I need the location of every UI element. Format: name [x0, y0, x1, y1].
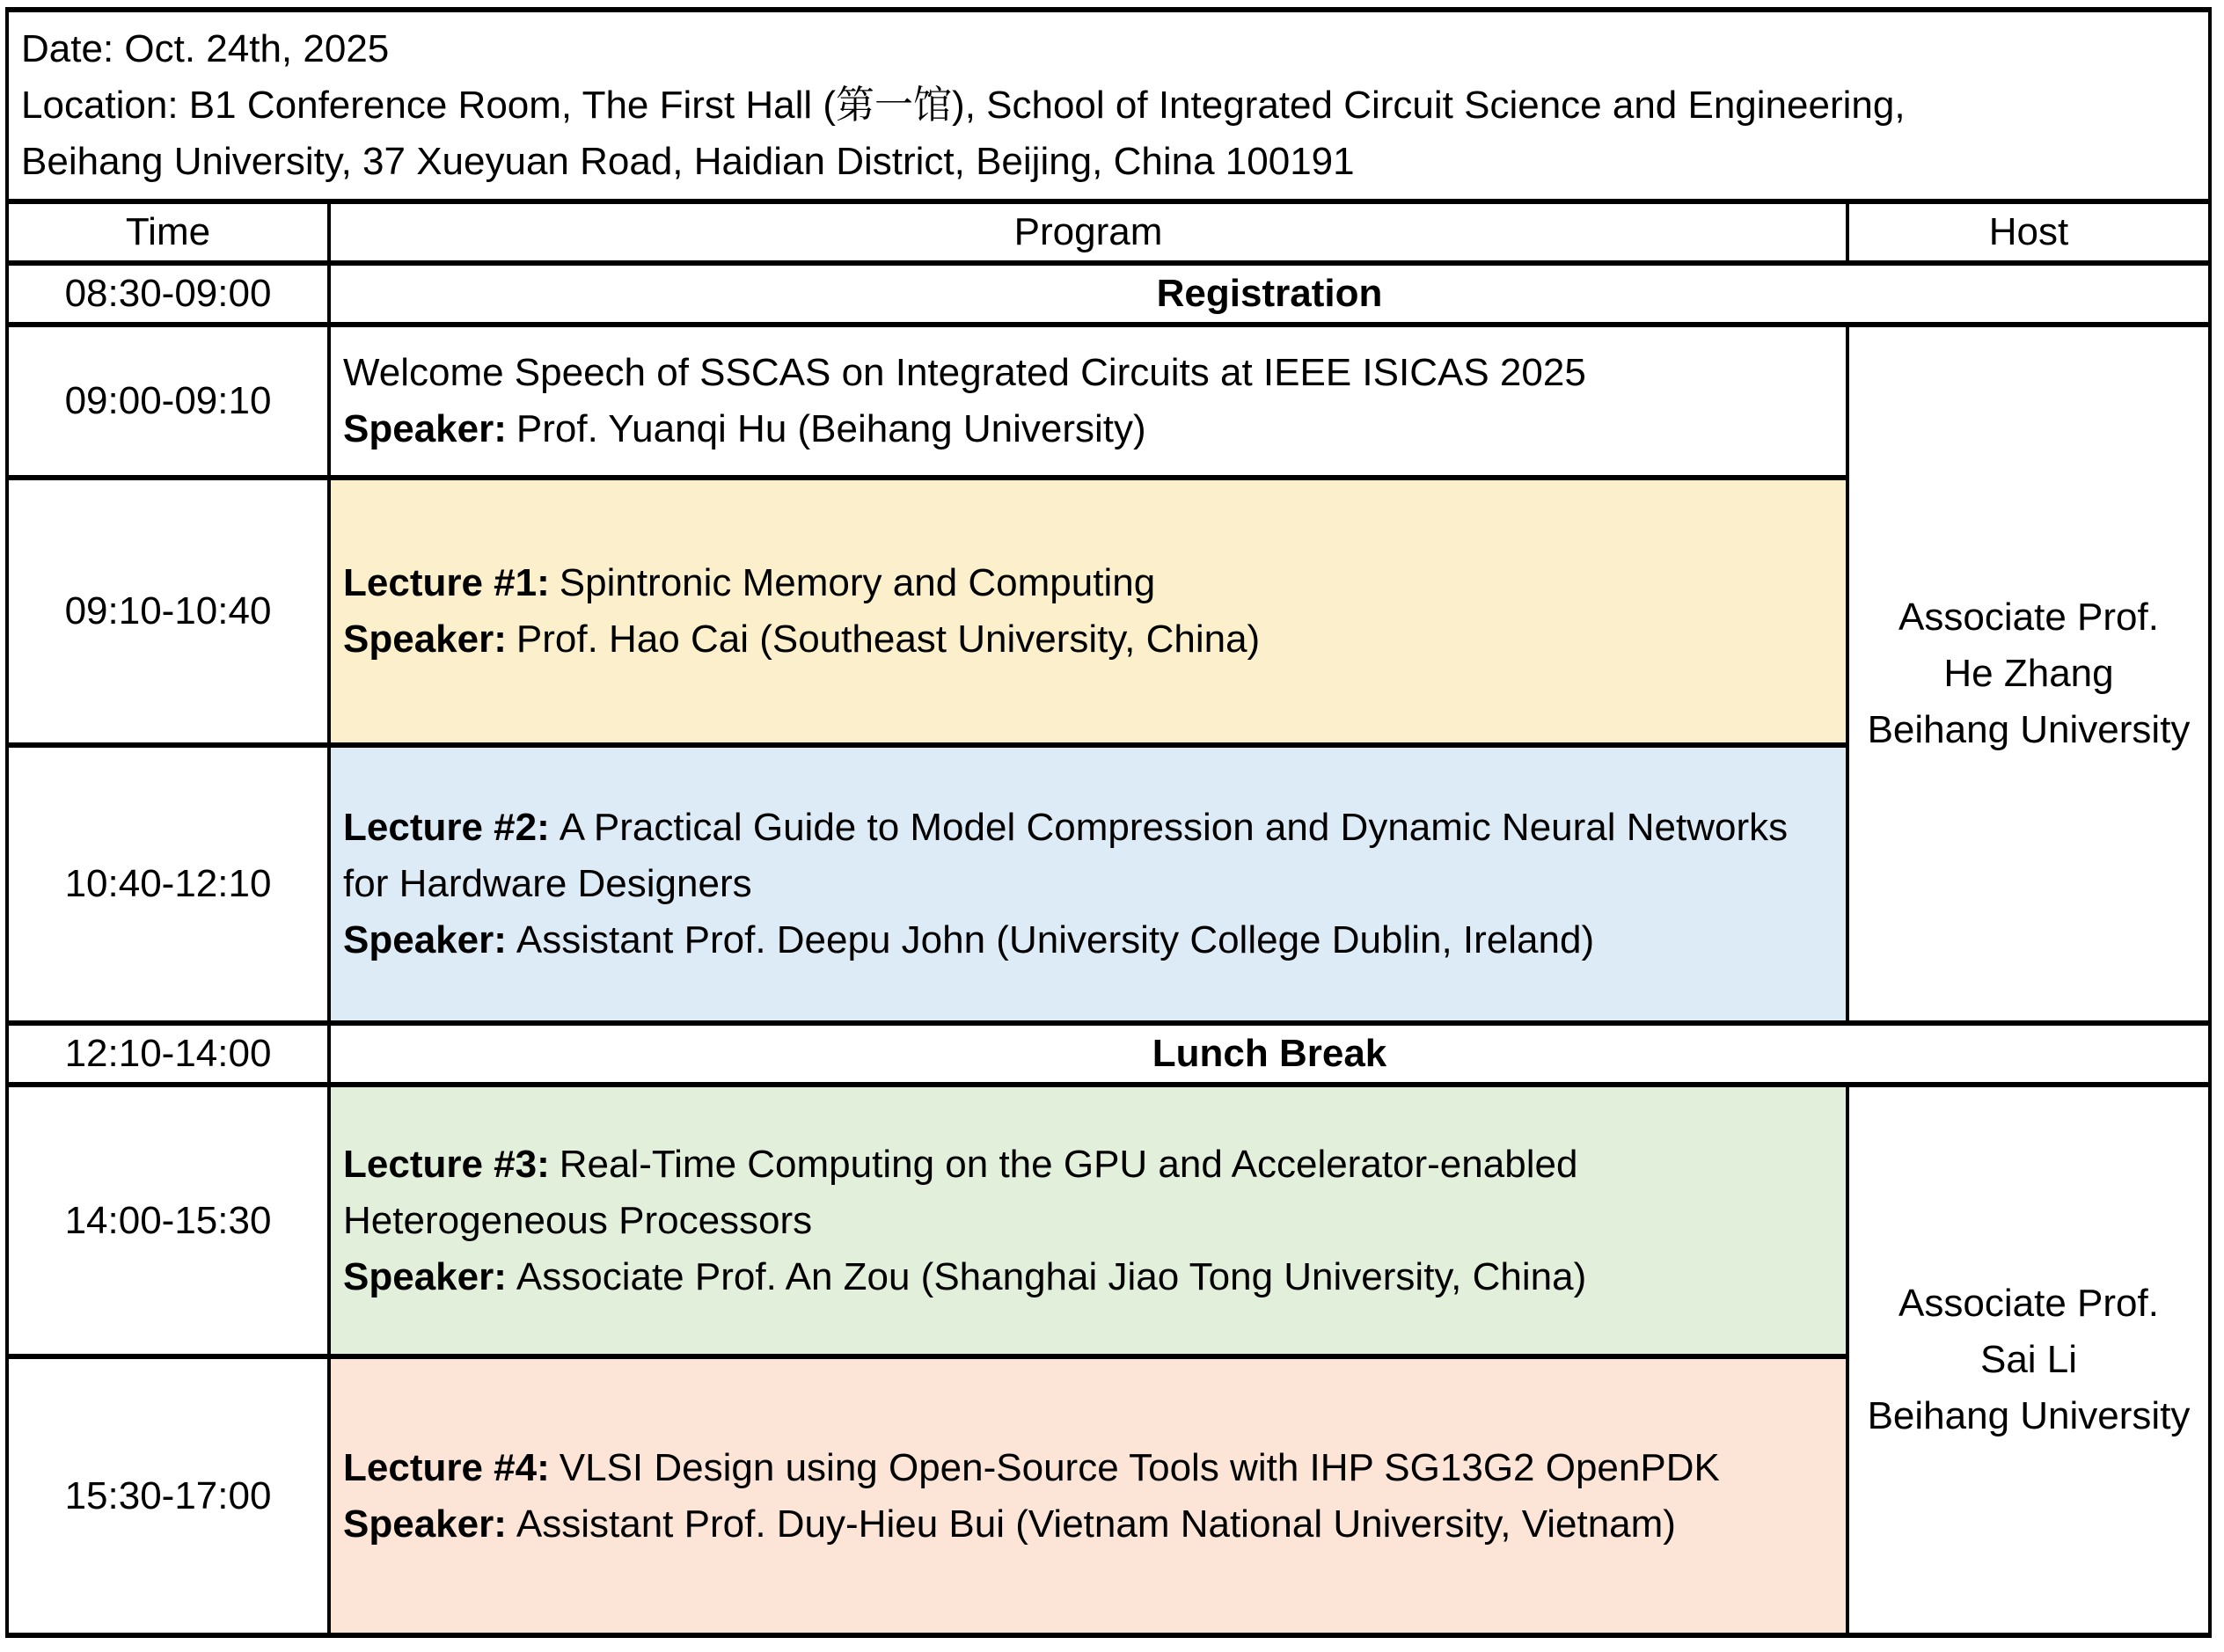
registration-time: 08:30-09:00 — [7, 263, 329, 325]
lecture4-time: 15:30-17:00 — [7, 1356, 329, 1635]
lecture2-time: 10:40-12:10 — [7, 745, 329, 1023]
lecture3-speaker-name: Associate Prof. An Zou (Shanghai Jiao Tong University, China) — [516, 1254, 1587, 1298]
host-morning-cell — [1847, 325, 2210, 1023]
welcome-speaker-name: Prof. Yuanqi Hu (Beihang University) — [516, 407, 1146, 450]
column-header-program: Program — [329, 201, 1847, 263]
lecture2-program-cell — [329, 745, 1847, 1023]
host-afternoon-cell — [1847, 1085, 2210, 1635]
lecture2-title-line — [343, 800, 1833, 912]
welcome-speaker-line — [343, 401, 1833, 457]
lecture1-speaker-line — [343, 611, 1833, 668]
welcome-program-cell — [329, 325, 1847, 478]
host-afternoon-affiliation: Beihang University — [1867, 1394, 2191, 1437]
event-info-row — [7, 10, 2210, 201]
column-header-host: Host — [1847, 201, 2210, 263]
lecture1-speaker-label: Speaker: — [343, 618, 507, 661]
lecture2-speaker-label: Speaker: — [343, 918, 507, 961]
event-location-line-2: Beihang University, 37 Xueyuan Road, Haidian District, Beijing, China 100191 — [21, 140, 1355, 183]
lecture3-label: Lecture #3: — [343, 1142, 550, 1186]
welcome-row — [7, 325, 2210, 478]
registration-label: Registration — [329, 263, 2210, 325]
lecture1-speaker-name: Prof. Hao Cai (Southeast University, China) — [516, 618, 1261, 661]
host-morning-title: Associate Prof. — [1898, 596, 2159, 639]
lecture4-label: Lecture #4: — [343, 1445, 550, 1489]
welcome-speaker-label: Speaker: — [343, 407, 507, 450]
event-info-cell — [7, 10, 2210, 201]
lecture3-row — [7, 1085, 2210, 1356]
lecture2-title: A Practical Guide to Model Compression and Dynamic Neural Networks for Hardware Designers — [343, 806, 1789, 905]
event-location-line-1: Location: B1 Conference Room, The First Hall (第一馆), School of Integrated Circuit Science and Engineering, — [21, 84, 1906, 127]
host-afternoon-title: Associate Prof. — [1898, 1282, 2159, 1325]
column-header-time: Time — [7, 201, 329, 263]
lunch-time: 12:10-14:00 — [7, 1023, 329, 1085]
lecture3-title: Real-Time Computing on the GPU and Accelerator-enabled Heterogeneous Processors — [343, 1142, 1578, 1242]
welcome-title: Welcome Speech of SSCAS on Integrated Circuits at IEEE ISICAS 2025 — [343, 351, 1586, 394]
lecture4-title-line — [343, 1440, 1833, 1496]
lecture4-speaker-label: Speaker: — [343, 1502, 507, 1546]
lecture1-title-line — [343, 555, 1833, 611]
lecture4-speaker-line — [343, 1496, 1833, 1553]
lunch-row — [7, 1023, 2210, 1085]
lecture1-program-cell — [329, 478, 1847, 745]
lecture4-speaker-name: Assistant Prof. Duy-Hieu Bui (Vietnam National University, Vietnam) — [516, 1502, 1676, 1546]
registration-row — [7, 263, 2210, 325]
host-morning-name: He Zhang — [1943, 652, 2114, 695]
welcome-time: 09:00-09:10 — [7, 325, 329, 478]
lecture1-title: Spintronic Memory and Computing — [559, 561, 1156, 604]
lecture3-speaker-label: Speaker: — [343, 1254, 507, 1298]
lecture1-label: Lecture #1: — [343, 561, 550, 604]
host-afternoon-name: Sai Li — [1979, 1338, 2078, 1381]
lecture3-program-cell — [329, 1085, 1847, 1356]
lecture2-label: Lecture #2: — [343, 806, 550, 849]
host-morning-affiliation: Beihang University — [1867, 708, 2191, 751]
lecture2-speaker-line — [343, 912, 1833, 969]
lecture3-title-line — [343, 1137, 1833, 1249]
lecture3-time: 14:00-15:30 — [7, 1085, 329, 1356]
lecture4-title: VLSI Design using Open-Source Tools with IHP SG13G2 OpenPDK — [559, 1445, 1720, 1489]
column-header-row — [7, 201, 2210, 263]
lecture4-program-cell — [329, 1356, 1847, 1635]
schedule-table — [5, 7, 2212, 1638]
lecture2-speaker-name: Assistant Prof. Deepu John (University College Dublin, Ireland) — [516, 918, 1595, 961]
event-date: Date: Oct. 24th, 2025 — [21, 27, 390, 70]
lecture1-time: 09:10-10:40 — [7, 478, 329, 745]
lecture3-speaker-line — [343, 1249, 1833, 1305]
lunch-label: Lunch Break — [329, 1023, 2210, 1085]
